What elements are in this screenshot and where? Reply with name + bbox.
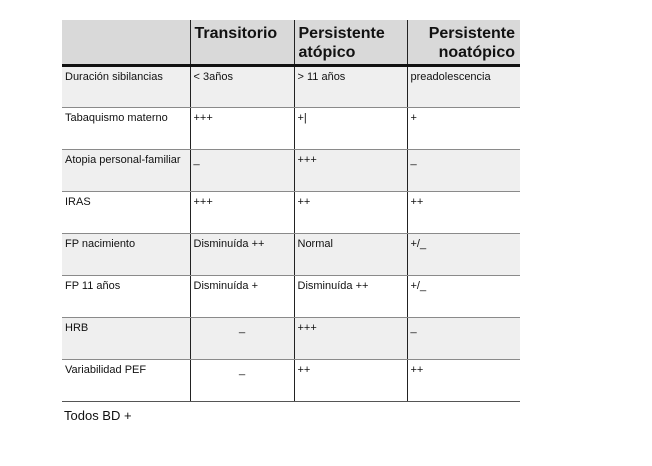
cell-noatopico: +/_ <box>407 234 520 276</box>
table-row <box>62 360 520 402</box>
header-noatopico-line1: Persistente <box>428 25 515 42</box>
header-atopico-line1: Persistente <box>298 25 385 42</box>
cell-noatopico: +/_ <box>407 276 520 318</box>
table-row <box>62 108 520 150</box>
table-row <box>62 276 520 318</box>
cell-noatopico: ++ <box>407 192 520 234</box>
cell-transitorio: _ <box>190 360 294 402</box>
cell-noatopico: _ <box>407 318 520 360</box>
header-persistente-noatopico <box>407 21 520 66</box>
header-row <box>62 21 520 66</box>
row-label: FP 11 años <box>62 276 190 318</box>
row-label: Variabilidad PEF <box>62 360 190 402</box>
cell-transitorio: +++ <box>190 192 294 234</box>
cell-atopico: > 11 años <box>294 66 407 108</box>
cell-atopico: +| <box>294 108 407 150</box>
table-row <box>62 66 520 108</box>
table-row <box>62 150 520 192</box>
table-footnote: Todos BD + <box>64 408 132 423</box>
cell-atopico: +++ <box>294 318 407 360</box>
wheezing-phenotypes-table <box>62 20 520 402</box>
header-atopico-line2: atópico <box>298 44 356 61</box>
row-label: IRAS <box>62 192 190 234</box>
cell-noatopico: + <box>407 108 520 150</box>
cell-atopico: Disminuída ++ <box>294 276 407 318</box>
cell-transitorio: Disminuída + <box>190 276 294 318</box>
row-label: Tabaquismo materno <box>62 108 190 150</box>
cell-noatopico: preadolescencia <box>407 66 520 108</box>
cell-transitorio: Disminuída ++ <box>190 234 294 276</box>
cell-atopico: ++ <box>294 192 407 234</box>
cell-noatopico: _ <box>407 150 520 192</box>
row-label: FP nacimiento <box>62 234 190 276</box>
table-row <box>62 318 520 360</box>
cell-transitorio: _ <box>190 150 294 192</box>
row-label: HRB <box>62 318 190 360</box>
cell-atopico: ++ <box>294 360 407 402</box>
row-label: Atopia personal-familiar <box>62 150 190 192</box>
row-label: Duración sibilancias <box>62 66 190 108</box>
cell-atopico: +++ <box>294 150 407 192</box>
cell-transitorio: +++ <box>190 108 294 150</box>
cell-transitorio: _ <box>190 318 294 360</box>
cell-atopico: Normal <box>294 234 407 276</box>
table-row <box>62 192 520 234</box>
header-persistente-atopico <box>294 21 407 66</box>
header-transitorio <box>190 21 294 66</box>
cell-transitorio: < 3años <box>190 66 294 108</box>
header-transitorio-line1: Transitorio <box>194 25 278 42</box>
header-empty-cell <box>62 21 190 66</box>
header-noatopico-line2: noatópico <box>438 44 515 61</box>
cell-noatopico: ++ <box>407 360 520 402</box>
table-row <box>62 234 520 276</box>
